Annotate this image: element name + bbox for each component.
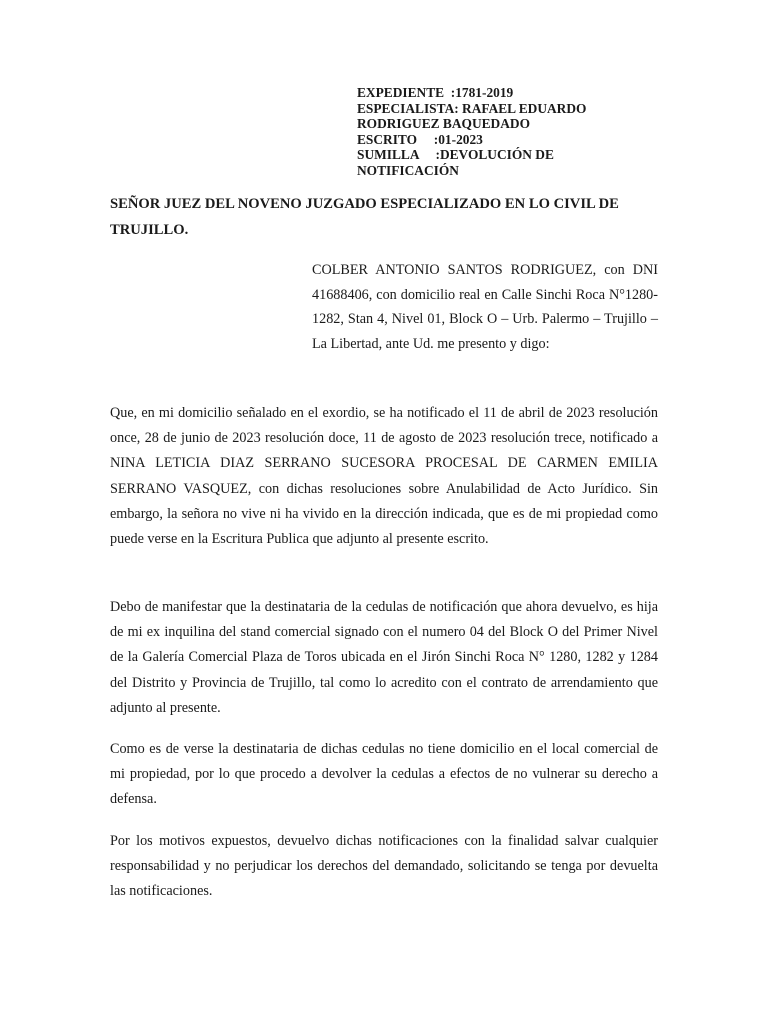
body-paragraph-2: Debo de manifestar que la destinataria de la cedulas de notificación que ahora devuelvo, es hija de mi ex inquilina del stand comercial signado con el numero 04 del Block O del Primer Nivel de la Galería Comercial Plaza de Toros ubicada en el Jirón Sinchi Roca N° 1280, 1282 y 1284 del Distrito y Provincia de Trujillo, tal como lo acredito con el contrato de arrendamiento que adjunto al presente. — [110, 599, 658, 716]
escrito-line: ESCRITO :01-2023 — [357, 131, 483, 147]
case-header — [357, 85, 657, 179]
addressee-heading: SEÑOR JUEZ DEL NOVENO JUZGADO ESPECIALIZADO EN LO CIVIL DE TRUJILLO. — [110, 196, 619, 238]
sumilla-line: SUMILLA :DEVOLUCIÓN DE — [357, 147, 554, 163]
body-paragraph-3: Como es de verse la destinataria de dichas cedulas no tiene domicilio en el local comercial de mi propiedad, por lo que procedo a devolver la cedulas a efectos de no vulnerar su derecho a defensa. — [110, 741, 658, 808]
especialista-line: ESPECIALISTA: RAFAEL EDUARDO — [357, 100, 587, 116]
petitioner-intro: COLBER ANTONIO SANTOS RODRIGUEZ, con DNI 41688406, con domicilio real en Calle Sinchi Roca N°1280-1282, Stan 4, Nivel 01, Block O – Urb. Palermo – Trujillo – La Libertad, ante Ud. me presento y digo: — [312, 262, 658, 352]
expediente-line: EXPEDIENTE :1781-2019 — [357, 85, 514, 100]
body-paragraph-1: Que, en mi domicilio señalado en el exordio, se ha notificado el 11 de abril de 2023 resolución once, 28 de junio de 2023 resolución doce, 11 de agosto de 2023 resolución trece, notificado a NINA LETICIA DIAZ SERRANO SUCESORA PROCESAL DE CARMEN EMILIA SERRANO VASQUEZ, con dichas resoluciones sobre Anulabilidad de Acto Jurídico. Sin embargo, la señora no vive ni ha vivido en la dirección indicada, que es de mi propiedad como puede verse en la Escritura Publica que adjunto al presente escrito. — [110, 405, 658, 548]
sumilla-line-continued: NOTIFICACIÓN — [357, 162, 459, 178]
body-paragraph-4: Por los motivos expuestos, devuelvo dichas notificaciones con la finalidad salvar cualquier responsabilidad y no perjudicar los derechos del demandado, solicitando se tenga por devuelta las notificaciones. — [110, 833, 658, 900]
especialista-line-continued: RODRIGUEZ BAQUEDADO — [357, 116, 530, 132]
